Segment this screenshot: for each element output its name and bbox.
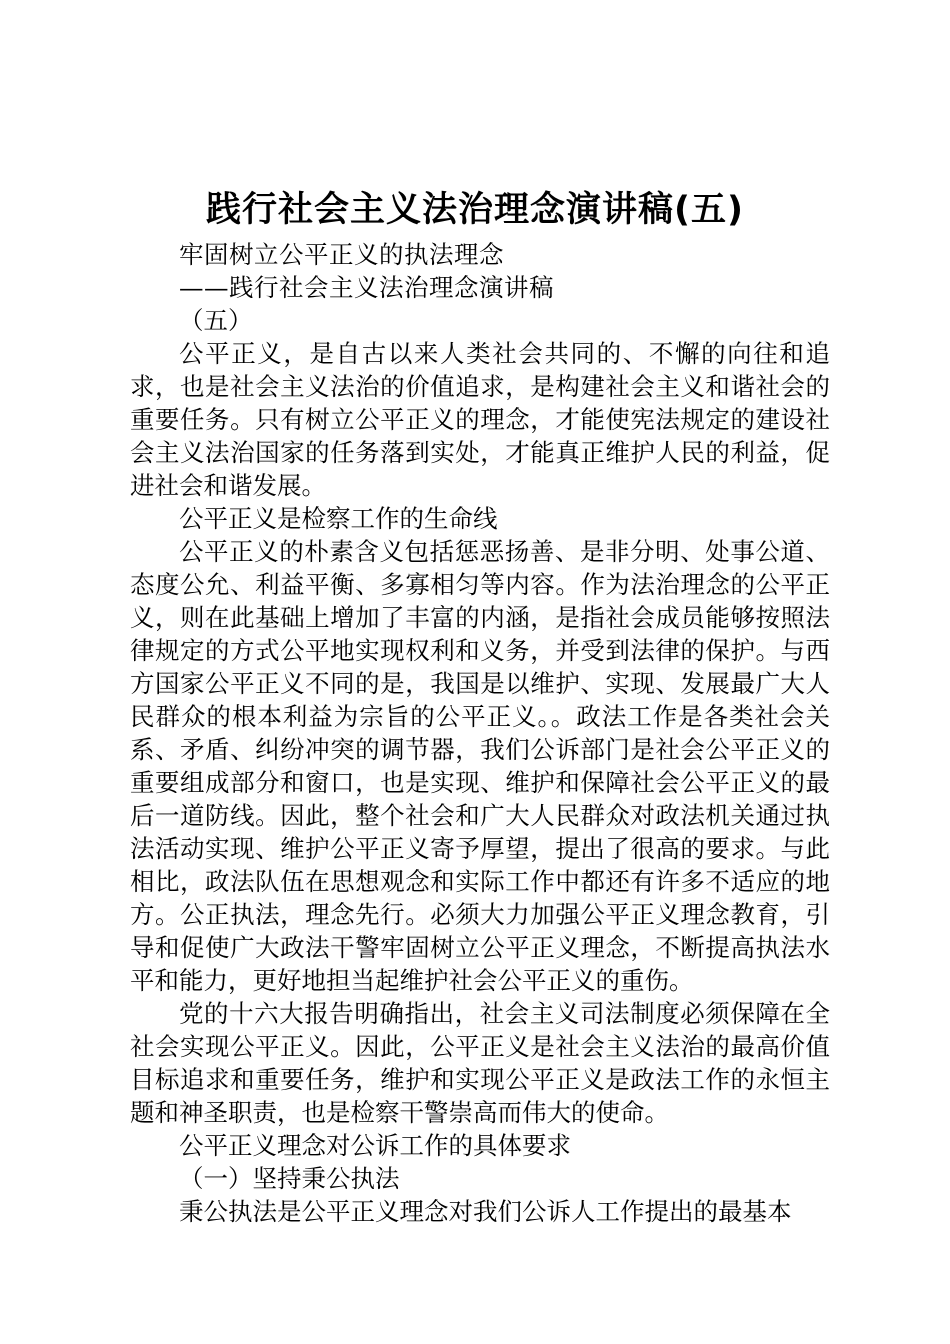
body-paragraph: 党的十六大报告明确指出，社会主义司法制度必须保障在全社会实现公平正义。因此，公平正义是社会主义法治的最高价值目标追求和重要任务，维护和实现公平正义是政法工作的永恒主题和神圣职责，也是检察干警崇高而伟大的使命。	[130, 999, 830, 1127]
body-paragraph: 公平正义，是自古以来人类社会共同的、不懈的向往和追求，也是社会主义法治的价值追求，是构建社会主义和谐社会的重要任务。只有树立公平正义的理念，才能使宪法规定的建设社会主义法治国家的任务落到实处，才能真正维护人民的利益，促进社会和谐发展。	[130, 339, 830, 500]
subtitle-number: （五）	[179, 306, 253, 335]
subtitle-line: 牢固树立公平正义的执法理念	[179, 240, 504, 269]
body-paragraph: 公平正义的朴素含义包括惩恶扬善、是非分明、处事公道、态度公允、利益平衡、多寡相匀等内容。作为法治理念的公平正义，则在此基础上增加了丰富的内涵，是指社会成员能够按照法律规定的方式公平地实现权利和义务，并受到法律的保护。与西方国家公平正义不同的是，我国是以维护、实现、发展最广大人民群众的根本利益为宗旨的公平正义。。政法工作是各类社会关系、矛盾、纠纷冲突的调节器，我们公诉部门是社会公平正义的重要组成部分和窗口，也是实现、维护和保障社会公平正义的最后一道防线。因此，整个社会和广大人民群众对政法机关通过执法活动实现、维护公平正义寄予厚望，提出了很高的要求。与此相比，政法队伍在思想观念和实际工作中都还有许多不适应的地方。公正执法，理念先行。必须大力加强公平正义理念教育，引导和促使广大政法干警牢固树立公平正义理念，不断提高执法水平和能力，更好地担当起维护社会公平正义的重伤。	[130, 537, 830, 995]
section-heading: 公平正义是检察工作的生命线	[179, 504, 498, 533]
document-body	[130, 238, 830, 1228]
document-title: 践行社会主义法治理念演讲稿(五)	[206, 190, 744, 230]
body-paragraph: 秉公执法是公平正义理念对我们公诉人工作提出的最基本	[179, 1197, 792, 1226]
section-heading: 公平正义理念对公诉工作的具体要求	[179, 1131, 571, 1160]
subsection-heading: （一）坚持秉公执法	[179, 1164, 400, 1193]
subtitle-line: ——践行社会主义法治理念演讲稿	[179, 273, 554, 302]
